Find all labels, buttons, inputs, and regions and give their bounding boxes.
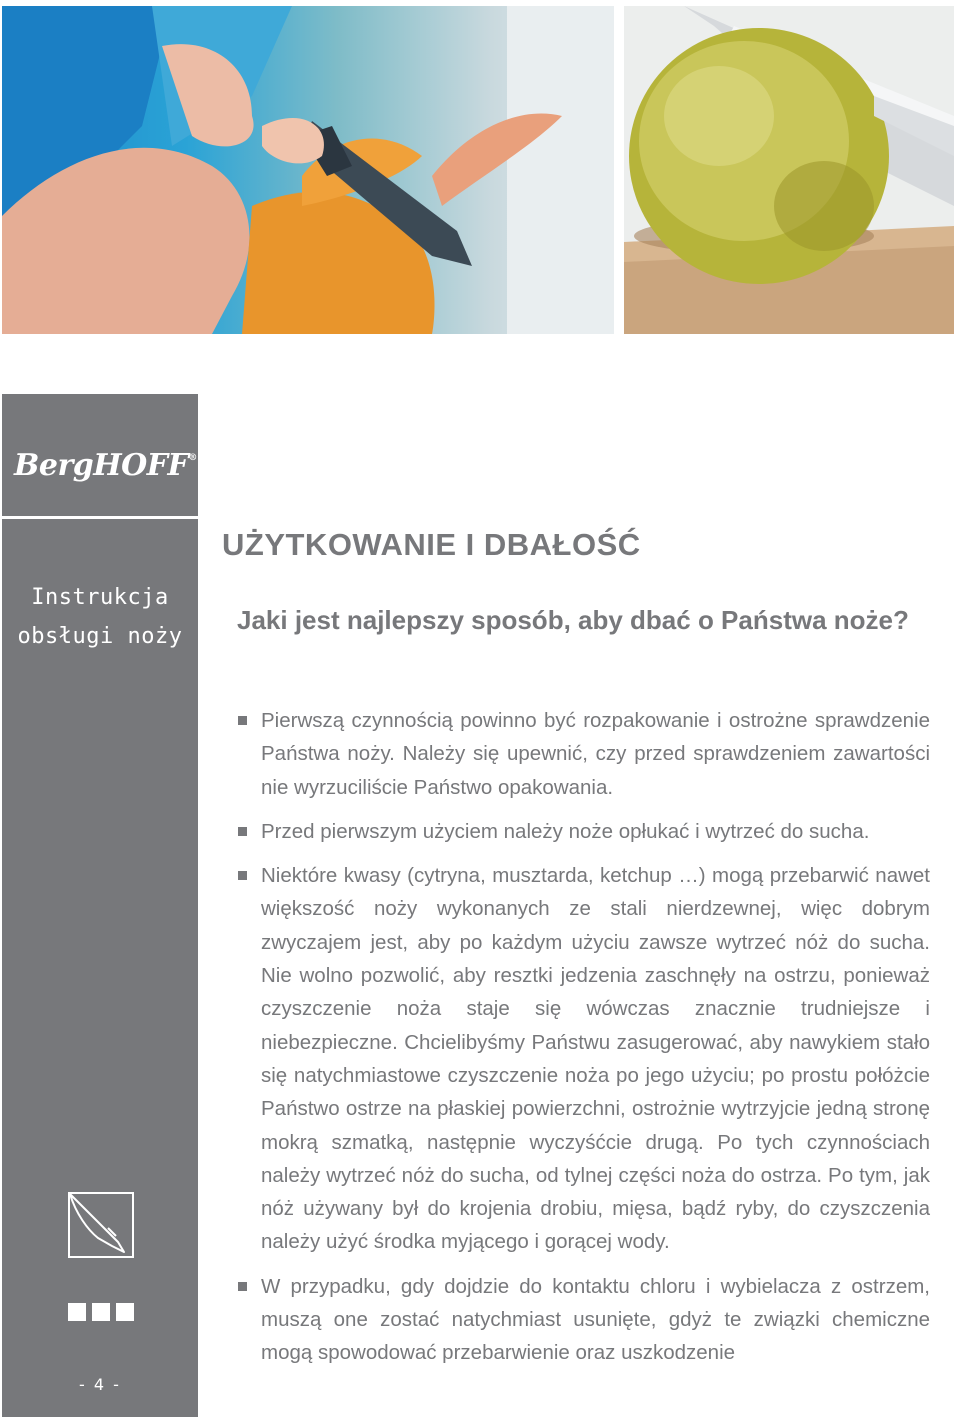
section-subheading: Jaki jest najlepszy sposób, aby dbać o Państwa noże?	[237, 605, 909, 635]
bullet-square-icon	[238, 1282, 247, 1291]
bullet-square-icon	[238, 827, 247, 836]
list-item: W przypadku, gdy dojdzie do kontaktu chloru i wybielacza z ostrzem, muszą one zostać natychmiast usunięte, gdyż te związki chemiczne mogą spowodować przebarwienie oraz uszkodzenie	[237, 1270, 930, 1370]
bullet-list	[237, 704, 930, 1381]
sidebar-title-line-1: Instrukcja	[31, 585, 169, 610]
list-item: Pierwszą czynnością powinno być rozpakowanie i ostrożne sprawdzenie Państwa noży. Należy się upewnić, czy przed sprawdzeniem zawartości nie wyrzuciliście Państwo opakowania.	[237, 704, 930, 804]
section-heading: UŻYTKOWANIE I DBAŁOŚĆ	[222, 527, 641, 562]
photo-apple-knife	[624, 6, 954, 334]
decorative-squares	[68, 1303, 134, 1321]
sidebar-title	[2, 578, 198, 656]
list-item: Przed pierwszym użyciem należy noże opłukać i wytrzeć do sucha.	[237, 815, 930, 848]
sidebar-title-line-2: obsługi noży	[17, 624, 183, 649]
sidebar-divider	[2, 516, 198, 519]
bullet-square-icon	[238, 716, 247, 725]
bullet-square-icon	[238, 871, 247, 880]
list-item: Niektóre kwasy (cytryna, musztarda, ketchup …) mogą przebarwić nawet większość noży wykonanych ze stali nierdzewnej, więc dobrym zwyczajem jest, aby po każdym użyciu zawsze wytrzeć nóż do sucha. Nie wolno pozwolić, aby resztki jedzenia zaschnęły na ostrzu, ponieważ czyszczenie noża staje się wówczas znacznie trudniejsze i niebezpieczne. Chcielibyśmy Państwu zasugerować, aby nawykiem stało się natychmiastowe czyszczenie noża po jego użyciu; po prostu połóżcie Państwo ostrze na płaskiej powierzchni, ostrożnie wytrzyjcie jedną stronę mokrą szmatką, następnie wyczyśćcie drugą. Po tych czynnościach należy wytrzeć nóż do sucha, od tylnej części noża do ostrza. Po tym, jak nóż używany był do krojenia drobiu, mięsa, bądź ryby, do czyszczenia należy użyć środka myjącego i gorącej wody.	[237, 859, 930, 1259]
page-number: - 4 -	[79, 1375, 121, 1394]
brand-logo: BergHOFF®	[14, 448, 197, 483]
photo-peeling-pumpkin	[2, 6, 614, 334]
sidebar	[2, 394, 198, 1417]
knife-icon	[68, 1192, 134, 1258]
